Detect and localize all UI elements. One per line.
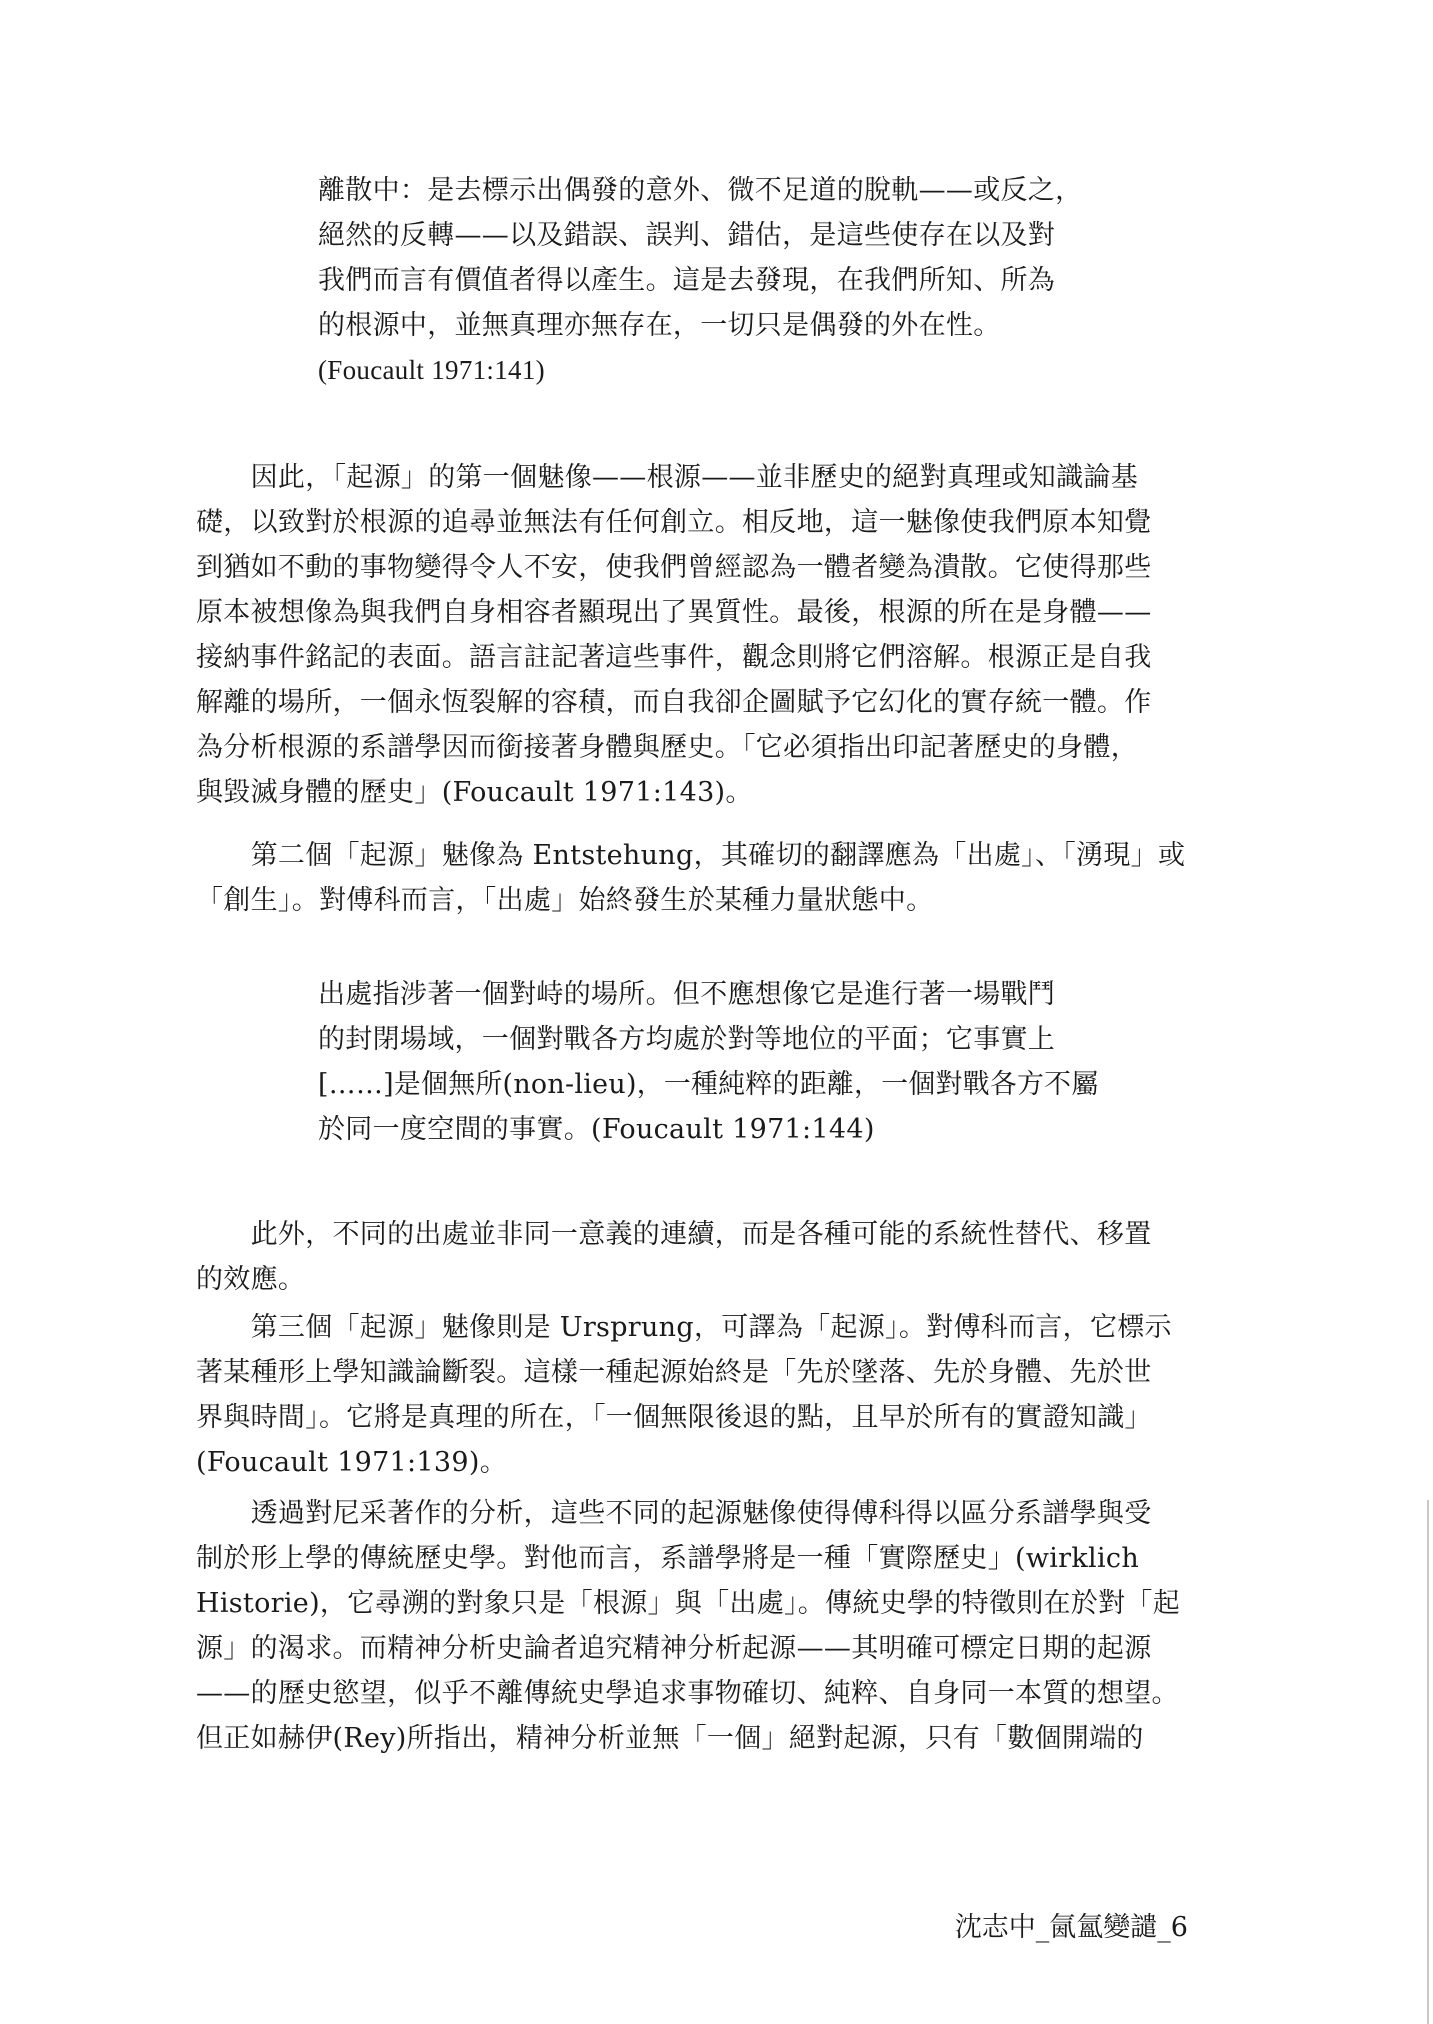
paragraph-line: 著某種形上學知識論斷裂。這樣一種起源始終是「先於墜落、先於身體、先於世 <box>196 1357 1152 1388</box>
paragraph-line: (Foucault 1971:139)。 <box>196 1447 507 1478</box>
paragraph-line: 第二個「起源」魅像為 Entstehung，其確切的翻譯應為「出處」、「湧現」或 <box>196 840 1186 871</box>
quote-line: 我們而言有價值者得以產生。這是去發現，在我們所知、所為 <box>318 265 1056 296</box>
paragraph-line: 與毀滅身體的歷史」(Foucault 1971:143)。 <box>196 777 753 808</box>
paragraph-line: 接納事件銘記的表面。語言註記著這些事件，觀念則將它們溶解。根源正是自我 <box>196 642 1152 673</box>
quote-line: 離散中：是去標示出偶發的意外、微不足道的脫軌——或反之， <box>318 175 1083 206</box>
paragraph-line: 但正如赫伊(Rey)所指出，精神分析並無「一個」絕對起源，只有「數個開端的 <box>196 1723 1144 1754</box>
paragraph-line: 為分析根源的系譜學因而銜接著身體與歷史。「它必須指出印記著歷史的身體， <box>196 732 1138 763</box>
paragraph-line: Historie)，它尋溯的對象只是「根源」與「出處」。傳統史學的特徵則在於對「起 <box>196 1588 1180 1619</box>
paragraph-4 <box>196 1305 1196 1485</box>
paragraph-line: 透過對尼采著作的分析，這些不同的起源魅像使得傅科得以區分系譜學與受 <box>196 1498 1152 1529</box>
paragraph-line: 的效應。 <box>196 1264 306 1295</box>
paragraph-3 <box>196 1212 1196 1302</box>
block-quote-1 <box>318 168 1098 393</box>
paragraph-line: 因此，「起源」的第一個魅像——根源——並非歷史的絕對真理或知識論基 <box>196 462 1138 493</box>
paragraph-line: ——的歷史慾望，似乎不離傳統史學追求事物確切、純粹、自身同一本質的想望。 <box>196 1678 1179 1709</box>
paragraph-line: 礎，以致對於根源的追尋並無法有任何創立。相反地，這一魅像使我們原本知覺 <box>196 507 1152 538</box>
quote-line: 絕然的反轉——以及錯誤、誤判、錯估，是這些使存在以及對 <box>318 220 1056 251</box>
block-quote-2 <box>318 972 1098 1152</box>
paragraph-line: 此外，不同的出處並非同一意義的連續，而是各種可能的系統性替代、移置 <box>196 1219 1152 1250</box>
paragraph-line: 界與時間」。它將是真理的所在，「一個無限後退的點，且早於所有的實證知識」 <box>196 1402 1152 1433</box>
paragraph-1 <box>196 455 1196 815</box>
paragraph-line: 原本被想像為與我們自身相容者顯現出了異質性。最後，根源的所在是身體—— <box>196 597 1152 628</box>
quote-citation: (Foucault 1971:141) <box>318 355 545 385</box>
scan-edge-line <box>1427 1500 1429 2024</box>
paragraph-2 <box>196 833 1196 923</box>
quote-line: 的封閉場域，一個對戰各方均處於對等地位的平面；它事實上 <box>318 1024 1056 1055</box>
paragraph-line: 到猶如不動的事物變得令人不安，使我們曾經認為一體者變為潰散。它使得那些 <box>196 552 1152 583</box>
paragraph-line: 解離的場所，一個永恆裂解的容積，而自我卻企圖賦予它幻化的實存統一體。作 <box>196 687 1152 718</box>
quote-line: [……]是個無所(non-lieu)，一種純粹的距離，一個對戰各方不屬 <box>318 1069 1099 1100</box>
paragraph-line: 制於形上學的傳統歷史學。對他而言，系譜學將是一種「實際歷史」(wirklich <box>196 1543 1140 1574</box>
quote-line: 的根源中，並無真理亦無存在，一切只是偶發的外在性。 <box>318 310 1001 341</box>
quote-line: 於同一度空間的事實。(Foucault 1971:144) <box>318 1114 875 1145</box>
paragraph-line: 「創生」。對傅科而言，「出處」始終發生於某種力量狀態中。 <box>196 885 934 916</box>
paragraph-line: 源」的渴求。而精神分析史論者追究精神分析起源——其明確可標定日期的起源 <box>196 1633 1152 1664</box>
page-footer: 沈志中_氤氳變譴_6 <box>954 1912 1188 1943</box>
quote-line: 出處指涉著一個對峙的場所。但不應想像它是進行著一場戰鬥 <box>318 979 1056 1010</box>
paragraph-line: 第三個「起源」魅像則是 Ursprung，可譯為「起源」。對傅科而言，它標示 <box>196 1312 1172 1343</box>
paragraph-5 <box>196 1491 1196 1761</box>
